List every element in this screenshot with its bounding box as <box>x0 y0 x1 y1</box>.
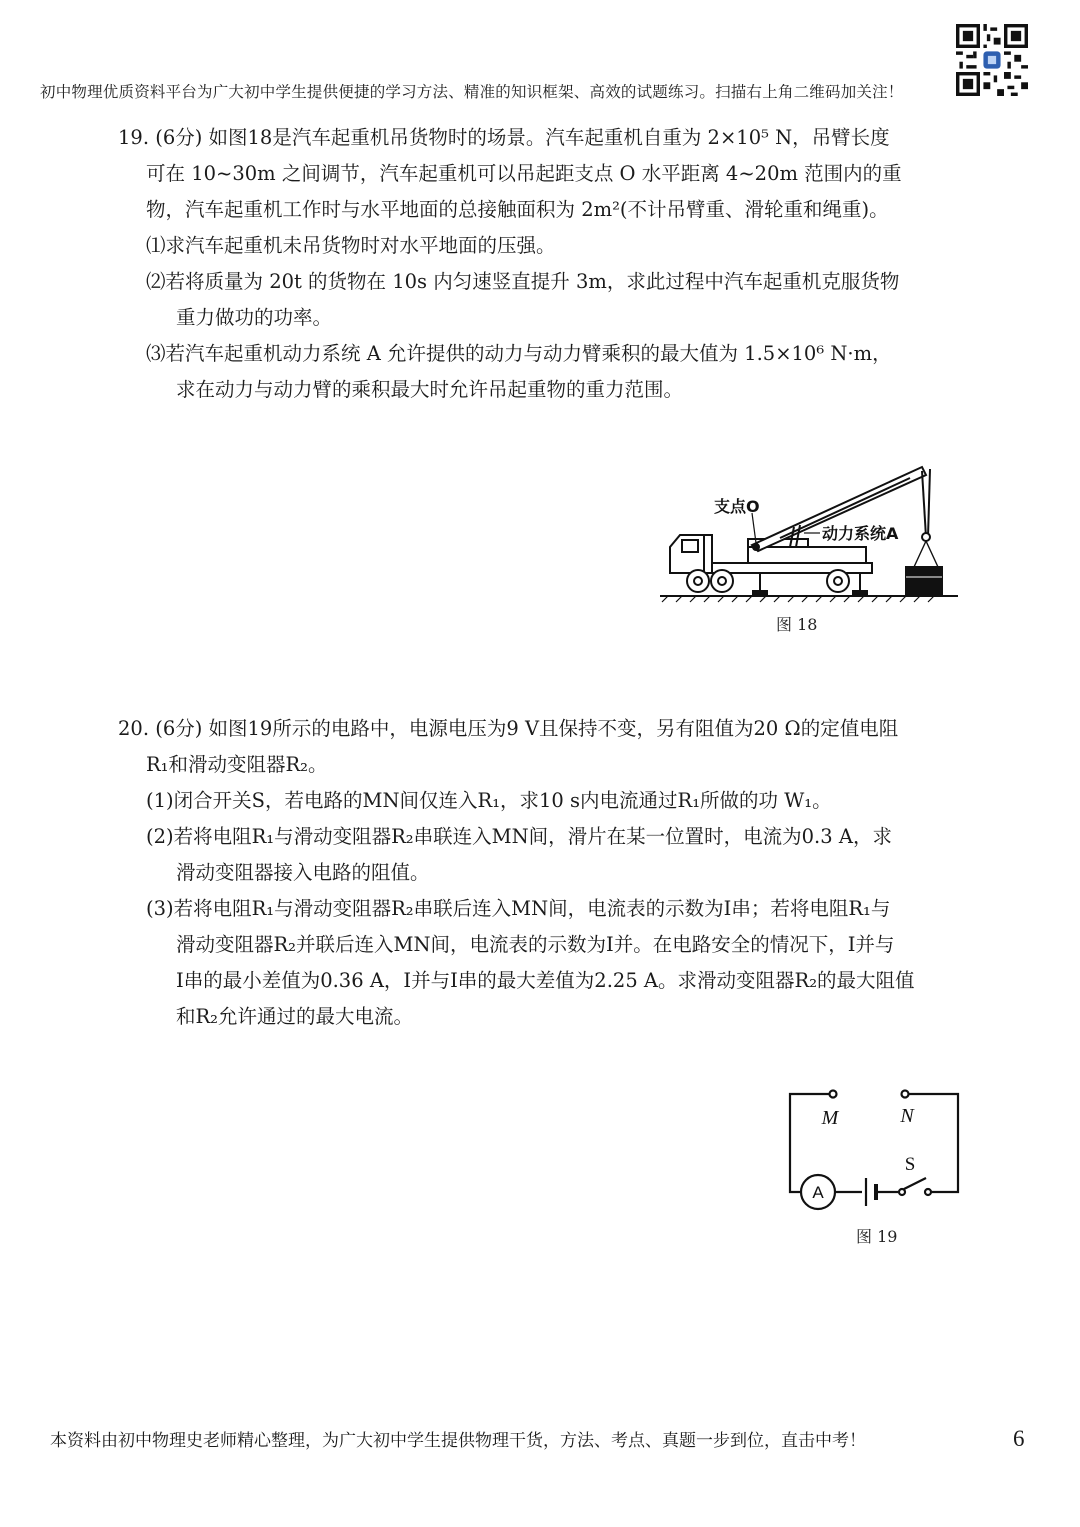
q19-part-2: ⑵若将质量为 20t 的货物在 10s 内匀速竖直提升 3m，求此过程中汽车起重机克服货物 <box>146 270 900 293</box>
q19-part-3: ⑶若汽车起重机动力系统 A 允许提供的动力与动力臂乘积的最大值为 1.5×10⁶ N·m， <box>146 342 892 365</box>
figure-18-caption: 图 18 <box>776 615 818 634</box>
figure-18-crane-diagram <box>660 455 960 605</box>
terminal-n-label: N <box>900 1105 914 1127</box>
ammeter-label: A <box>812 1183 824 1202</box>
figure-19-caption: 图 19 <box>856 1227 898 1246</box>
terminal-m-label: M <box>821 1107 839 1129</box>
q20-part-2-cont: 滑动变阻器接入电路的阻值。 <box>176 861 430 884</box>
q19-line-1: 19. (6分) 如图18是汽车起重机吊货物时的场景。汽车起重机自重为 2×10⁵ N，吊臂长度 <box>118 126 890 149</box>
q20-line-2: R₁和滑动变阻器R₂。 <box>146 753 328 776</box>
q20-part-2: (2)若将电阻R₁与滑动变阻器R₂串联连入MN间，滑片在某一位置时，电流为0.3 A，求 <box>146 825 892 848</box>
q20-line-1: 20. (6分) 如图19所示的电路中，电源电压为9 V且保持不变，另有阻值为20 Ω的定值电阻 <box>118 717 899 740</box>
qr-code-icon[interactable] <box>956 24 1028 96</box>
q19-line-2: 可在 10~30m 之间调节，汽车起重机可以吊起距支点 O 水平距离 4~20m 范围内的重 <box>146 162 902 185</box>
q20-part-3-cont-3: 和R₂允许通过的最大电流。 <box>176 1005 413 1028</box>
footer-note: 本资料由初中物理史老师精心整理，为广大初中学生提供物理干货，方法、考点、真题一步到位，直击中考！ <box>50 1431 866 1451</box>
figure-18-power-system-label: 动力系统A <box>822 524 899 543</box>
q20-part-3: (3)若将电阻R₁与滑动变阻器R₂串联后连入MN间，电流表的示数为I串；若将电阻R₁与 <box>146 897 891 920</box>
q20-part-1: (1)闭合开关S，若电路的MN间仅连入R₁，求10 s内电流通过R₁所做的功 W₁。 <box>146 789 832 812</box>
figure-19-circuit-diagram <box>780 1082 970 1212</box>
page-number: 6 <box>1013 1426 1025 1451</box>
q19-part-2-cont: 重力做功的功率。 <box>176 306 333 329</box>
q19-part-3-cont: 求在动力与动力臂的乘积最大时允许吊起重物的重力范围。 <box>176 378 684 401</box>
q19-line-3: 物，汽车起重机工作时与水平地面的总接触面积为 2m²(不计吊臂重、滑轮重和绳重)。 <box>146 198 889 221</box>
switch-s-label: S <box>904 1154 916 1175</box>
figure-18-pivot-label: 支点O <box>714 497 760 516</box>
q20-part-3-cont-2: I串的最小差值为0.36 A，I并与I串的最大差值为2.25 A。求滑动变阻器R₂的最大阻值 <box>176 969 915 992</box>
header-notice: 初中物理优质资料平台为广大初中学生提供便捷的学习方法、精准的知识框架、高效的试题练习。扫描右上角二维码加关注！ <box>40 83 904 101</box>
q20-part-3-cont-1: 滑动变阻器R₂并联后连入MN间，电流表的示数为I并。在电路安全的情况下，I并与 <box>176 933 895 956</box>
q19-part-1: ⑴求汽车起重机未吊货物时对水平地面的压强。 <box>146 234 556 257</box>
